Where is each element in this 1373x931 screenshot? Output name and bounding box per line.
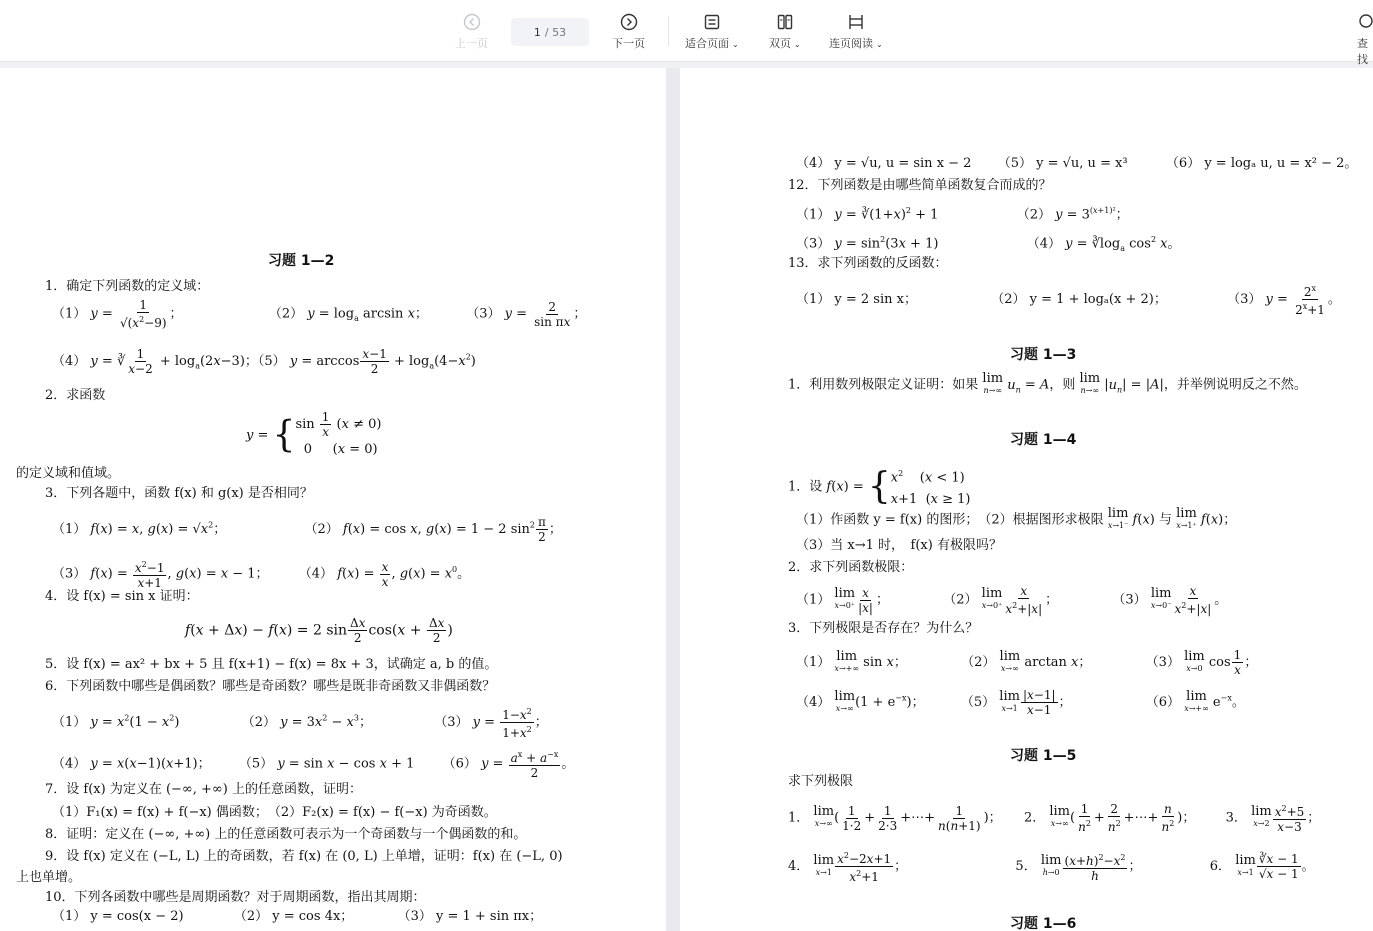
problem-text: 4．设 f(x) = sin x 证明：: [45, 589, 199, 604]
prev-page-button[interactable]: [455, 12, 488, 51]
problem-text: 求下列极限: [788, 774, 854, 789]
fit-page-button[interactable]: [685, 12, 739, 51]
piecewise-formula: y = { sin $\frac{1}{x}$ (x ≠ 0) 0 (x = 0): [246, 410, 382, 457]
problem-line: 4． lim x→1 $\frac{x^2-2x+1}{x^2+1}$ ； 5． lim h→0 $\frac{(x+h)^2-x^2}{h}$ ； 6． lim x→1 $\frac{∛x - 1}{√x - 1}$ 。: [788, 851, 1315, 884]
problem-line: （1） lim x→+∞ sin x； （2） lim x→∞ arctan x； （3） lim x→0 cos $\frac{1}{x}$ ；: [796, 648, 1258, 677]
section-heading: 习题 1—6: [1010, 916, 1077, 931]
problem-text: 6．下列函数中哪些是偶函数？哪些是奇函数？哪些是既非奇函数又非偶函数？: [45, 679, 496, 694]
fit-page-label: 适合页面: [685, 37, 729, 50]
page-left: [0, 68, 666, 931]
problem-line: （3） $y = \sin^2(3x + 1)$ （4） $y = ∛\log_a$ $\cos^2 x$。: [796, 235, 1181, 253]
problem-text: （3）当 x→1 时， f(x) 有极限吗？: [796, 538, 1002, 553]
problem-text: 3．下列极限是否存在？为什么？: [788, 621, 979, 636]
problem-text: 3．下列各题中，函数 f(x) 和 g(x) 是否相同？: [45, 486, 313, 501]
problem-line: （4） y = x(x−1)(x+1)； （5） y = sin x − cos x + 1 （6） y = $\frac{a^x + a^{-x}}{2}$ 。: [52, 750, 575, 780]
search-label: 查找: [1357, 37, 1368, 66]
chevron-down-icon: ⌄: [794, 40, 801, 49]
problem-text: 的定义域和值域。: [16, 466, 121, 481]
problem-text: （1）F₁(x) = f(x) + f(−x) 偶函数； （2）F₂(x) = f(x) − f(−x) 为奇函数。: [52, 805, 497, 820]
search-button[interactable]: [1357, 12, 1373, 67]
section-heading: 习题 1—4: [1010, 432, 1077, 448]
prev-page-label: 上一页: [455, 37, 488, 50]
problem-line: （1） y = cos(x − 2) （2） y = cos 4x； （3） y = 1 + sin πx；: [52, 909, 543, 924]
problem-line: 1．利用数列极限定义证明：如果 lim n→∞ $u_n = A$，则 lim n→∞ $|u_n| = |A|$，并举例说明反之不然。: [788, 371, 1307, 395]
piecewise-formula: 1．设 f(x) = { $x^2$ (x < 1) x+1 (x ≥ 1): [788, 466, 971, 508]
problem-text: 2．求下列函数极限：: [788, 560, 914, 575]
problem-line: （1） y = 2 sin x； （2） y = 1 + logₐ(x + 2)； （3） y = $\frac{2^x}{2^x+1}$ 。: [796, 284, 1341, 317]
problem-line: （1） f(x) = x, $g(x) = √x^2$； （2） f(x) = cos x, g(x) = 1 − 2 $\sin^2$ $\frac{\pi}{2}$ ；: [52, 515, 562, 544]
next-page-button[interactable]: [612, 12, 645, 51]
toolbar-divider: [668, 16, 669, 46]
problem-text: 2．求函数: [45, 388, 106, 403]
double-page-button[interactable]: [769, 12, 801, 51]
problem-text: 5．设 f(x) = ax² + bx + 5 且 f(x+1) − f(x) = 8x + 3，试确定 a, b 的值。: [45, 657, 498, 672]
double-page-icon: [775, 12, 795, 32]
next-page-label: 下一页: [612, 37, 645, 50]
problem-line: （1） lim x→0⁺ $\frac{x}{|x|}$ ； （2） lim x→0⁺ $\frac{x}{x^2+|x|}$ ； （3） lim x→0⁻ $\frac{x}{x^2+|x|}$ 。: [796, 584, 1228, 616]
page-total: / 53: [544, 25, 567, 39]
toolbar: [0, 0, 1373, 66]
chevron-right-circle-icon: [619, 12, 639, 32]
double-page-label: 双页: [769, 37, 791, 50]
continuous-scroll-icon: [846, 12, 866, 32]
search-icon: [1357, 12, 1373, 32]
chevron-down-icon: ⌄: [876, 40, 883, 49]
problem-text: 上也单增。: [16, 870, 82, 885]
problem-line: （3） f(x) = $\frac{x^2-1}{x+1}$ , g(x) = x − 1； （4） f(x) = $\frac{x}{x}$ , $g(x) = x^0$。: [52, 559, 471, 590]
problem-text: 1．确定下列函数的定义域：: [45, 279, 210, 294]
problem-line: （4） y = ∛ $\frac{1}{x-2}$ + $\log_a(2x-3)$；（5） y = arccos $\frac{x-1}{2}$ + $\log_a(4-x^2)$: [52, 347, 476, 376]
problem-text: 13．求下列函数的反函数：: [788, 256, 948, 271]
page-right: [680, 68, 1373, 931]
problem-line: （4） lim x→∞ $(1 + e^{-x})$； （5） lim x→1 $\frac{|x-1|}{x-1}$ ； （6） lim x→+∞ $e^{-x}$。: [796, 688, 1245, 717]
continuous-read-button[interactable]: [829, 12, 883, 51]
formula: f(x + Δx) − f(x) = 2 sin $\frac{\Delta x}{2}$ cos(x + $\frac{\Delta x}{2}$ ): [185, 616, 453, 645]
page-current-input[interactable]: 1: [533, 25, 541, 39]
problem-line: （1）作函数 y = f(x) 的图形； （2）根据图形求极限 lim x→1⁻ f(x) 与 lim x→1⁺ f(x)；: [796, 506, 1237, 530]
document-viewer[interactable]: [0, 68, 1373, 931]
problem-line: 1． lim x→∞ ( $\frac{1}{1\cdot 2}$ + $\frac{1}{2\cdot 3}$ +⋯+ $\frac{1}{n(n+1)}$ )； 2． lim x→∞ ( $\frac{1}{n^2}$ + $\frac{2}{n^2}$ +⋯+ $\frac{n}{n^2}$ )； 3． lim x→2 $\frac{x^2+5}{x-3}$ ；: [788, 802, 1321, 834]
chevron-down-icon: ⌄: [732, 40, 739, 49]
section-heading: 习题 1—2: [268, 253, 335, 269]
section-heading: 习题 1—3: [1010, 347, 1077, 363]
section-heading: 习题 1—5: [1010, 748, 1077, 764]
continuous-read-label: 连页阅读: [829, 37, 873, 50]
chevron-left-circle-icon: [462, 12, 482, 32]
problem-text: 8．证明：定义在 (−∞, +∞) 上的任意函数可表示为一个奇函数与一个偶函数的和。: [45, 827, 527, 842]
problem-line: （1） $y = x^2(1 - x^2)$ （2） $y = 3x^2 - x^3$； （3） y = $\frac{1-x^2}{1+x^2}$ ；: [52, 707, 548, 740]
problem-line: （1） y = $\frac{1}{√(x^2-9)}$ ； （2） $y = \log_a \arcsin x$； （3） y = $\frac{2}{\text{sin πx}}$ ；: [52, 298, 587, 330]
problem-text: 7．设 f(x) 为定义在 (−∞, +∞) 上的任意函数，证明：: [45, 782, 362, 797]
page-indicator[interactable]: [511, 18, 589, 46]
problem-text: 12．下列函数是由哪些简单函数复合而成的？: [788, 178, 1052, 193]
problem-line: （4） y = √u, u = sin x − 2 （5） y = √u, u = x³ （6） y = logₐ u, u = x² − 2。: [796, 156, 1358, 171]
problem-line: （1） $y = ∛(1+x)^2 + 1$ （2） $y = 3^{(x+1)^2}$；: [796, 206, 1129, 223]
problem-text: 9．设 f(x) 定义在 (−L, L) 上的奇函数，若 f(x) 在 (0, L) 上单增，证明：f(x) 在 (−L, 0): [45, 849, 563, 864]
problem-text: 10．下列各函数中哪些是周期函数？对于周期函数，指出其周期：: [45, 890, 426, 905]
page-gutter: [666, 68, 680, 931]
fit-page-icon: [702, 12, 722, 32]
